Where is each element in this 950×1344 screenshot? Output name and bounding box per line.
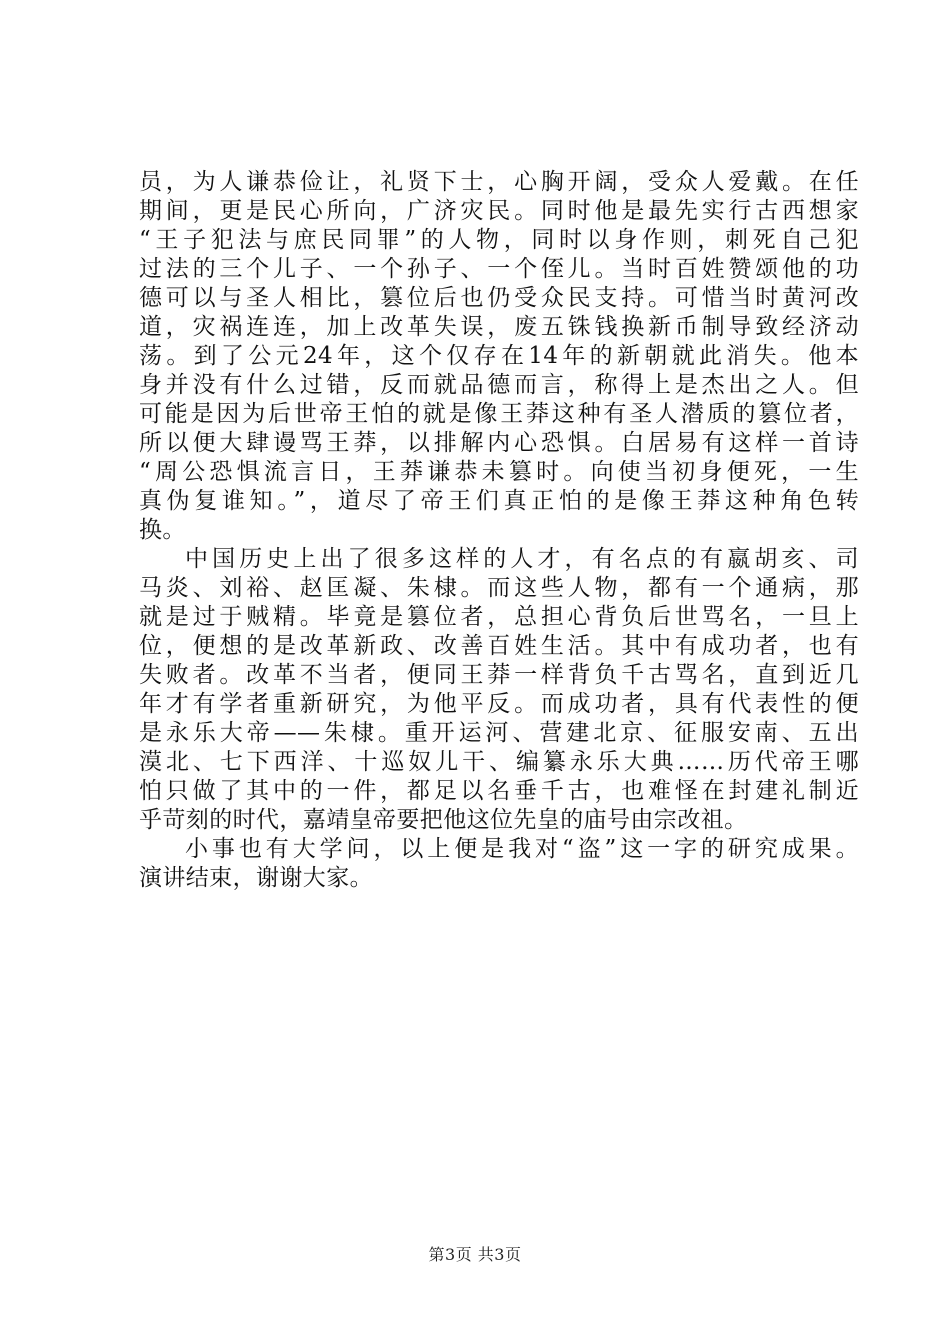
document-body [139,168,859,893]
paragraph-line: 荡。到了公元24年，这个仅存在14年的新朝就此消失。他本 [139,343,859,369]
paragraph-line: 中国历史上出了很多这样的人才，有名点的有嬴胡亥、司 [185,546,859,572]
paragraph-line: 换。 [139,517,186,543]
paragraph-line: 年才有学者重新研究，为他平反。而成功者，具有代表性的便 [139,691,859,717]
paragraph-line: 马炎、刘裕、赵匡凝、朱棣。而这些人物，都有一个通病，那 [139,575,859,601]
paragraph-line: 失败者。改革不当者，便同王莽一样背负千古骂名，直到近几 [139,662,859,688]
paragraph-line: 怕只做了其中的一件，都足以名垂千古，也难怪在封建礼制近 [139,778,859,804]
paragraph-line: 过法的三个儿子、一个孙子、一个侄儿。当时百姓赞颂他的功 [139,256,859,282]
paragraph-line: 小事也有大学问，以上便是我对“盗”这一字的研究成果。 [185,836,859,862]
paragraph-line: 是永乐大帝——朱棣。重开运河、营建北京、征服安南、五出 [139,720,859,746]
paragraph-line: 乎苛刻的时代，嘉靖皇帝要把他这位先皇的庙号由宗改祖。 [139,807,748,833]
paragraph-line: “周公恐惧流言日，王莽谦恭未篡时。向使当初身便死，一生 [139,459,859,485]
paragraph-line: 演讲结束，谢谢大家。 [139,865,373,891]
page-number-footer: 第3页 共3页 [428,1245,522,1264]
paragraph-line: 身并没有什么过错，反而就品德而言，称得上是杰出之人。但 [139,372,859,398]
paragraph-line: 期间，更是民心所向，广济灾民。同时他是最先实行古西想家 [139,198,859,224]
paragraph-line: 漠北、七下西洋、十巡奴儿干、编纂永乐大典……历代帝王哪 [139,749,859,775]
paragraph-line: “王子犯法与庶民同罪”的人物，同时以身作则，刺死自己犯 [139,227,859,253]
paragraph-line: 真伪复谁知。”，道尽了帝王们真正怕的是像王莽这种角色转 [139,488,859,514]
paragraph-line: 可能是因为后世帝王怕的就是像王莽这种有圣人潜质的篡位者， [139,401,859,427]
paragraph-line: 员，为人谦恭俭让，礼贤下士，心胸开阔，受众人爱戴。在任 [139,169,859,195]
paragraph-line: 位，便想的是改革新政、改善百姓生活。其中有成功者，也有 [139,633,859,659]
paragraph-line: 德可以与圣人相比，篡位后也仍受众民支持。可惜当时黄河改 [139,285,859,311]
paragraph-line: 就是过于贼精。毕竟是篡位者，总担心背负后世骂名，一旦上 [139,604,859,630]
paragraph-line: 所以便大肆谩骂王莽，以排解内心恐惧。白居易有这样一首诗 [139,430,859,456]
paragraph-line: 道，灾祸连连，加上改革失误，废五铢钱换新币制导致经济动 [139,314,859,340]
